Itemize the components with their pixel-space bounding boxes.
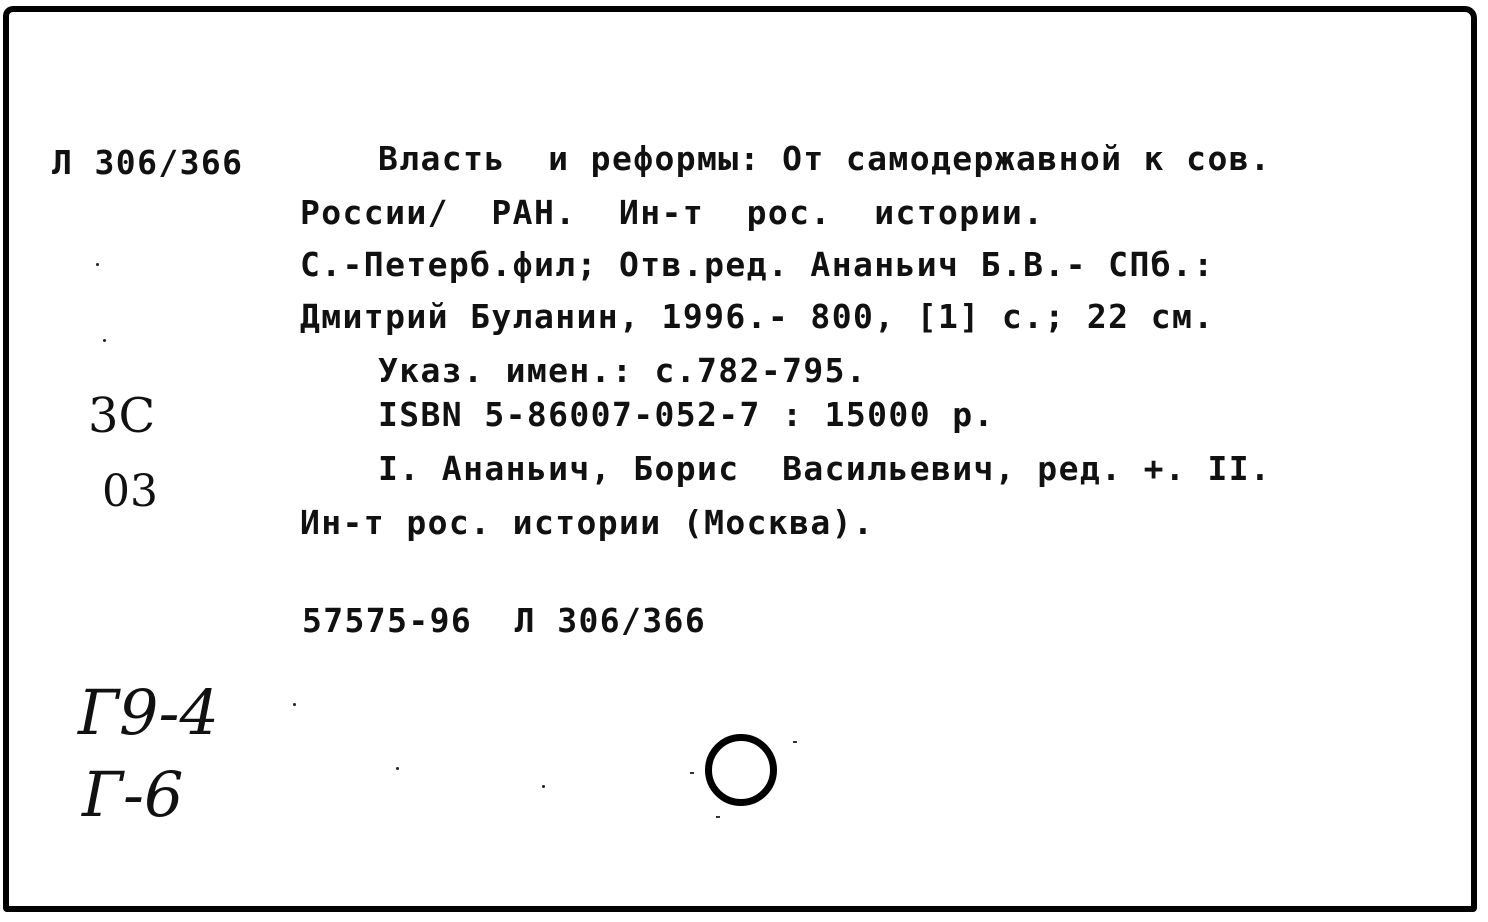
scan-speck: [96, 263, 99, 266]
description-line-1: Власть и реформы: От самодержавной к сов.: [378, 139, 1272, 178]
isbn-price: ISBN 5-86007-052-7 : 15000 р.: [378, 395, 995, 434]
scan-speck: [793, 741, 797, 743]
accession-number: 57575-96 Л 306/366: [302, 601, 707, 640]
added-entries-line-2: Ин-т рос. истории (Москва).: [300, 503, 875, 542]
handwritten-note-3c: 3С: [88, 388, 156, 444]
scan-speck: [716, 816, 720, 818]
shelfmark: Л 306/366: [52, 143, 244, 182]
scan-speck: [103, 339, 106, 342]
scan-speck: [542, 785, 545, 788]
handwritten-note-g9-4: Г9-4: [78, 676, 219, 749]
handwritten-note-g-6: Г-6: [82, 758, 184, 831]
handwritten-note-03: 03: [102, 466, 158, 517]
scan-speck: [690, 772, 694, 774]
description-line-2: России/ РАН. Ин-т рос. истории.: [300, 193, 1045, 232]
scan-speck: [293, 703, 296, 706]
description-line-3: С.-Петерб.фил; Отв.ред. Ананьич Б.В.- СПб.:: [300, 245, 1215, 284]
added-entries-line-1: I. Ананьич, Борис Васильевич, ред. +. II.: [378, 449, 1272, 488]
description-line-4: Дмитрий Буланин, 1996.- 800, [1] с.; 22 см.: [300, 297, 1215, 336]
index-note: Указ. имен.: с.782-795.: [378, 351, 868, 390]
punch-hole: [705, 734, 777, 806]
scan-speck: [396, 767, 399, 770]
